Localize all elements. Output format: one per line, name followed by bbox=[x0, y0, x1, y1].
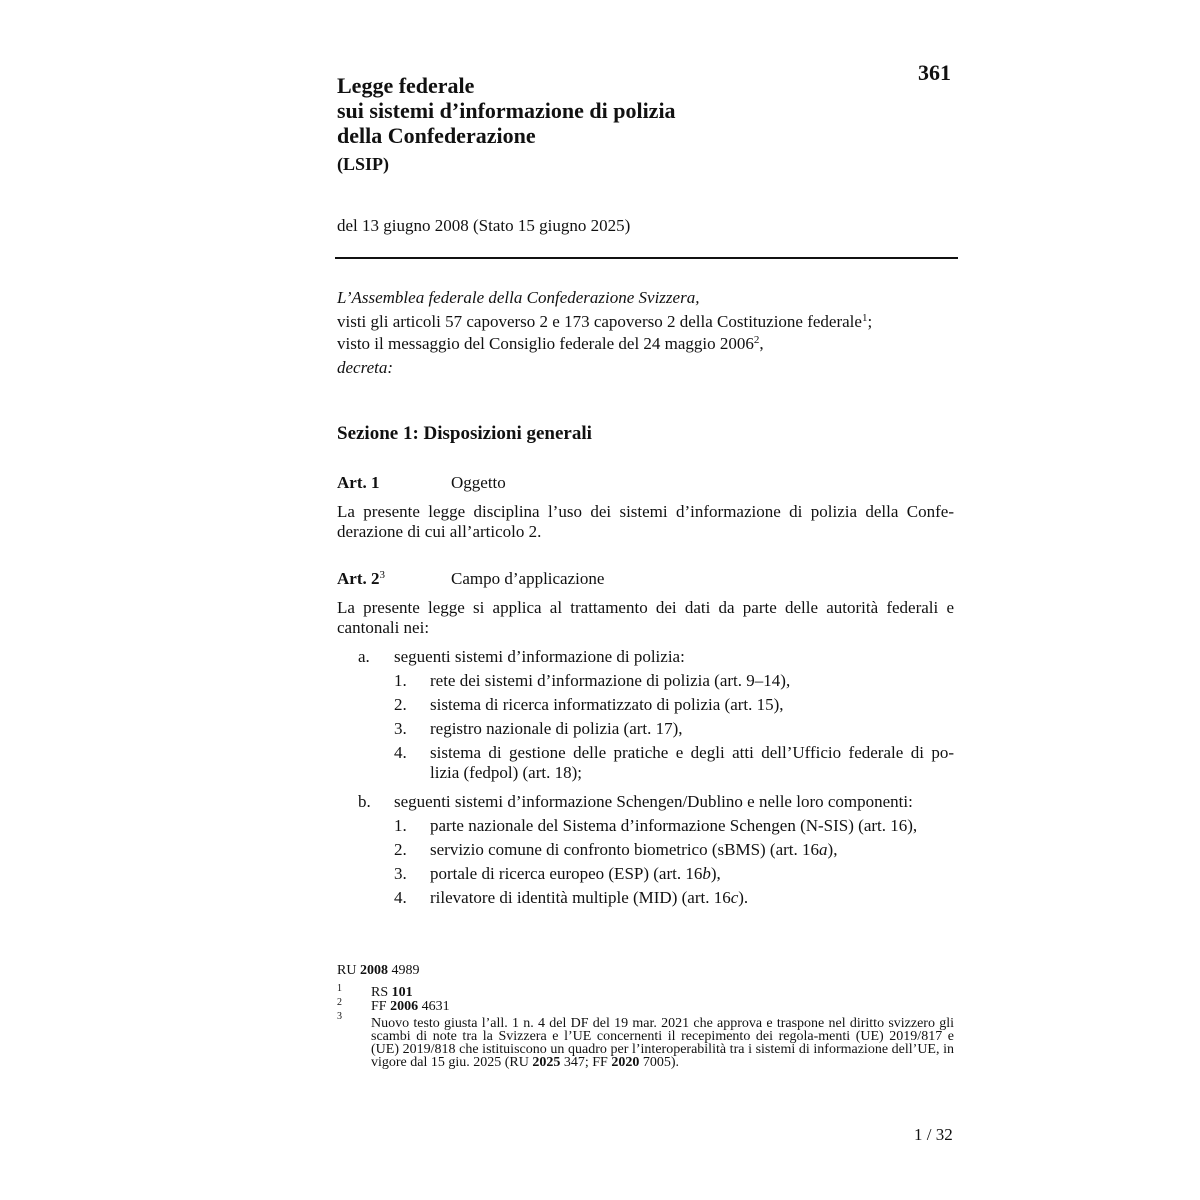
art2-intro: La presente legge si applica al trattamento dei dati da parte delle autorità federali e cantonali nei: bbox=[337, 598, 954, 637]
footnote-1-text: RS 101 bbox=[371, 985, 413, 1000]
ru-reference: RU 2008 4989 bbox=[337, 963, 420, 978]
footnote-3: 3 bbox=[337, 1011, 342, 1022]
law-title bbox=[337, 73, 676, 148]
footnote-3-text: Nuovo testo giusta l’all. 1 n. 4 del DF del 19 mar. 2021 che approva e traspone nel diritto svizzero gli scambi di note tra la Svizzera e l’UE concernenti il recepimento dei regola-menti (UE) 2019/817 e (UE) 2019/818 che istituiscono un quadro per l’interoperabilità tra i sistemi di informazione dell’UE, in vigore dal 15 giu. 2025 (RU 2025 347; FF 2020 7005). bbox=[371, 1016, 954, 1070]
art1-title: Oggetto bbox=[451, 473, 506, 492]
art1-text: La presente legge disciplina l’uso dei sistemi d’informazione di polizia della Confe- derazione di cui all’articolo 2. bbox=[337, 502, 954, 541]
preamble-assembly: L’Assemblea federale della Confederazione Svizzera, bbox=[337, 288, 700, 307]
art2-title: Campo d’applicazione bbox=[451, 569, 605, 588]
date-line: del 13 giugno 2008 (Stato 15 giugno 2025) bbox=[337, 216, 631, 235]
footnote-2: 2 bbox=[337, 997, 342, 1008]
title-line-2: sui sistemi d’informazione di polizia bbox=[337, 98, 676, 123]
header-divider bbox=[335, 257, 958, 259]
section-heading: Sezione 1: Disposizioni generali bbox=[337, 423, 592, 444]
title-line-3: della Confederazione bbox=[337, 123, 536, 148]
preamble-decree: decreta: bbox=[337, 358, 394, 377]
footnote-ref-1[interactable]: 1 bbox=[861, 312, 868, 324]
footnote-ref-3[interactable]: 3 bbox=[379, 569, 385, 581]
footnote-2-text: FF 2006 4631 bbox=[371, 999, 450, 1014]
footnote-ref-2[interactable]: 2 bbox=[753, 334, 760, 346]
sr-number: 361 bbox=[918, 60, 951, 85]
preamble bbox=[337, 287, 872, 379]
art1-number: Art. 1 bbox=[337, 473, 380, 492]
preamble-line-1: visti gli articoli 57 capoverso 2 e 173 capoverso 2 della Costituzione federale$^1$; bbox=[337, 312, 873, 331]
footnote-1: 1 bbox=[337, 983, 342, 994]
art2-number: Art. $2^3$ bbox=[337, 569, 385, 588]
preamble-line-2: visto il messaggio del Consiglio federale del 24 maggio 2006$^2$, bbox=[337, 334, 764, 353]
law-abbreviation: (LSIP) bbox=[337, 154, 390, 174]
page-number: 1 / 32 bbox=[914, 1125, 953, 1144]
document-page: 361 Legge federale sui sistemi d’informazione di polizia della Confederazione (LSIP) del 13 giugno 2008 (Stato 15 giugno 2025) L’Assemblea federale della Confederazione Svizzera, visti gli articoli 57 capoverso 2 e 173 capoverso 2 della Costituzione federale$^1$; visto il messaggio del Consiglio federale del 24 maggio 2006$^2$, decreta: Sezione 1: Disposizioni generali Art. 1 Oggetto La presente legge disciplina l’uso dei sistemi d’informazione di polizia della Confe- derazione di cui all’articolo 2. Art. $2^3$ Campo d’applicazione La presente legge si applica al trattamento dei dati da parte delle autorità federali e cantonali nei: a. seguenti sistemi d’informazione di polizia: 1. rete dei sistemi d’informazione di polizia (art. 9–14), 2. sistema di ricerca informatizzato di polizia (art. 15), 3. registro nazionale di polizia (art. 17), 4. sistema di gestione delle pratiche e degli atti dell’Ufficio federale di po- lizia (fedpol) (art. 18); b. seguenti sistemi d’informazione Schengen/Dublino e nelle loro componenti: 1. parte nazionale del Sistema d’informazione Schengen (N-SIS) (art. 16), 2. servizio comune di confronto biometrico (sBMS) (art. 16a), 3. portale di ricerca europeo (ESP) (art. 16b), 4. rilevatore di identità multiple (MID) (art. 16c). RU 2008 4989 $^1$ RS 101 $^2$ FF 2006 4631 $^3$ Nuovo testo giusta l’all. 1 n. 4 del DF del 19 mar. 2021 che approva e traspone nel diritto svizzero gli scambi di note tra la Svizzera e l’UE concernenti il recepimento dei regola-menti (UE) 2019/817 e (UE) 2019/818 che istituiscono un quadro per l’interoperabilità tra i sistemi di informazione dell’UE, in vigore dal 15 giu. 2025 (RU 2025 347; FF 2020 7005). 1 / 32 bbox=[0, 0, 1200, 1200]
title-line-1: Legge federale bbox=[337, 73, 475, 98]
